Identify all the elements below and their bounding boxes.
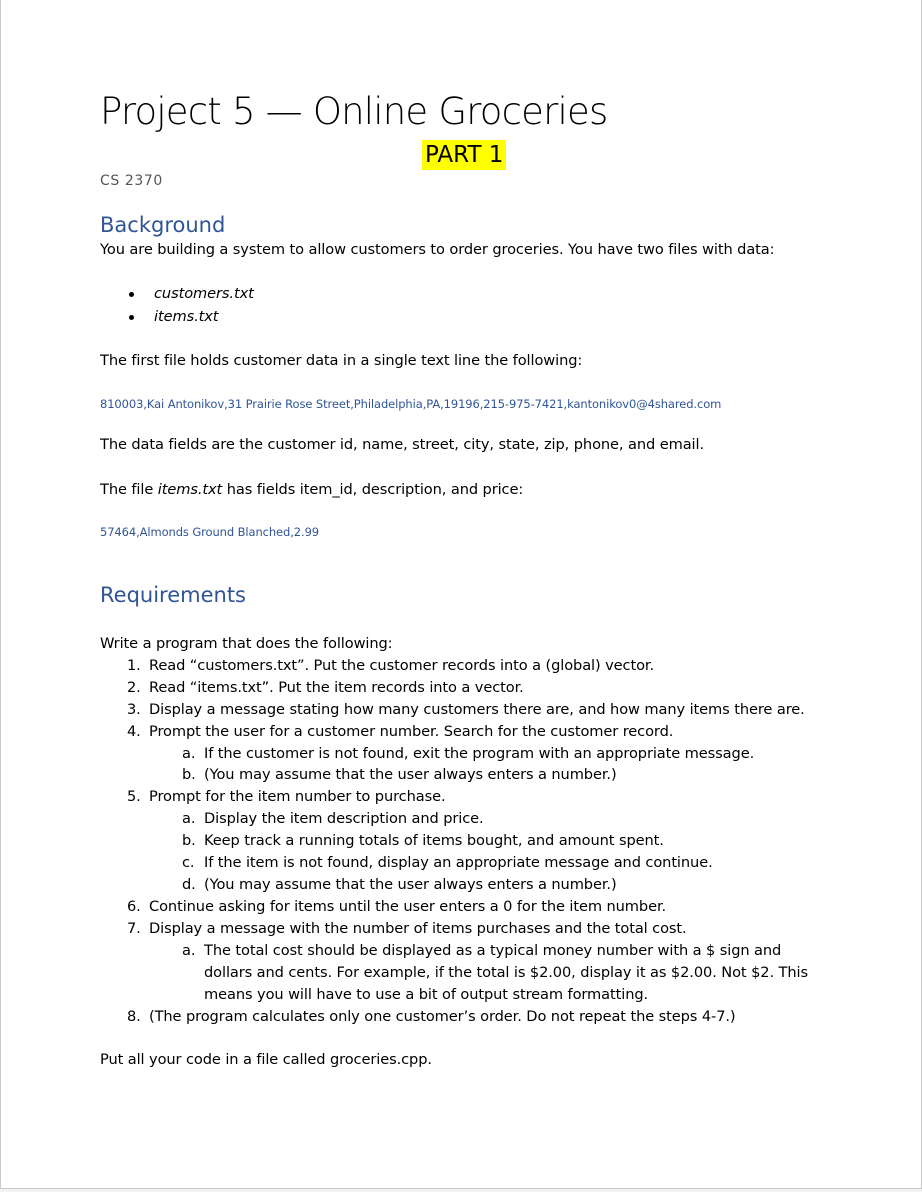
list-item: b. Keep track a running totals of items bought, and amount spent. xyxy=(182,832,664,849)
list-item: a. If the customer is not found, exit the program with an appropriate message. xyxy=(182,745,755,762)
list-item: 4. Prompt the user for a customer number. Search for the customer record. xyxy=(127,723,674,740)
list-item: b. (You may assume that the user always enters a number.) xyxy=(182,766,617,783)
part-label: PART 1 xyxy=(422,140,506,170)
background-heading: Background xyxy=(100,213,226,237)
list-item: 1. Read “customers.txt”. Put the customer records into a (global) vector. xyxy=(127,657,655,674)
requirements-heading: Requirements xyxy=(100,583,246,607)
background-intro: You are building a system to allow customers to order groceries. You have two files with data: xyxy=(100,241,775,258)
list-item: 3. Display a message stating how many customers there are, and how many items there are. xyxy=(127,701,805,718)
list-item: d. (You may assume that the user always enters a number.) xyxy=(182,876,617,893)
list-item: 2. Read “items.txt”. Put the item records into a vector. xyxy=(127,679,524,696)
customers-description: The first file holds customer data in a single text line the following: xyxy=(100,352,583,369)
list-item: 6. Continue asking for items until the user enters a 0 for the item number. xyxy=(127,898,667,915)
requirements-intro: Write a program that does the following: xyxy=(100,635,393,652)
file-item-customers: customers.txt xyxy=(154,285,254,302)
document-title: Project 5 — Online Groceries xyxy=(100,90,608,133)
fields-description: The data fields are the customer id, name, street, city, state, zip, phone, and email. xyxy=(100,436,704,453)
bullet-icon xyxy=(129,292,134,297)
list-item: 7. Display a message with the number of items purchases and the total cost. xyxy=(127,920,687,937)
customer-sample-line: 810003,Kai Antonikov,31 Prairie Rose Street,Philadelphia,PA,19196,215-975-7421,kantonikov0@4shared.com xyxy=(100,397,722,411)
items-description: The file items.txt has fields item_id, description, and price: xyxy=(100,481,524,498)
course-code: CS 2370 xyxy=(100,173,163,189)
list-item: means you will have to use a bit of output stream formatting. xyxy=(204,986,649,1003)
item-sample-line: 57464,Almonds Ground Blanched,2.99 xyxy=(100,525,319,539)
list-item: 8. (The program calculates only one customer’s order. Do not repeat the steps 4-7.) xyxy=(127,1008,736,1025)
list-item: a. The total cost should be displayed as a typical money number with a $ sign and xyxy=(182,942,782,959)
bullet-icon xyxy=(129,315,134,320)
closing-note: Put all your code in a file called groceries.cpp. xyxy=(100,1051,432,1068)
list-item: dollars and cents. For example, if the total is $2.00, display it as $2.00. Not $2. This xyxy=(204,964,808,981)
list-item: a. Display the item description and price. xyxy=(182,810,484,827)
list-item: 5. Prompt for the item number to purchase. xyxy=(127,788,446,805)
file-item-items: items.txt xyxy=(154,308,219,325)
list-item: c. If the item is not found, display an appropriate message and continue. xyxy=(182,854,713,871)
